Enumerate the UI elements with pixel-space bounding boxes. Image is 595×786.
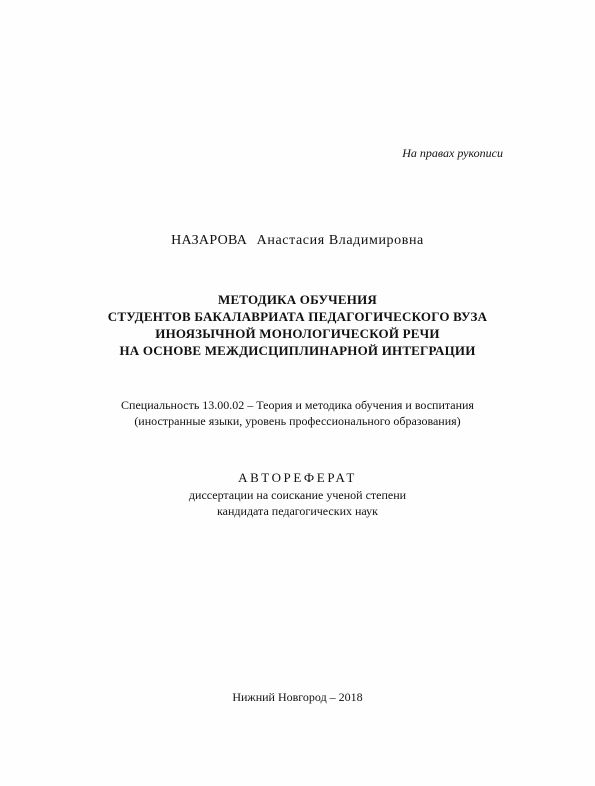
title-line: НА ОСНОВЕ МЕЖДИСЦИПЛИНАРНОЙ ИНТЕГРАЦИИ [119, 343, 476, 358]
title-line: ИНОЯЗЫЧНОЙ МОНОЛОГИЧЕСКОЙ РЕЧИ [155, 326, 440, 341]
abstract-line: кандидата педагогических наук [217, 504, 378, 518]
title-line: СТУДЕНТОВ БАКАЛАВРИАТА ПЕДАГОГИЧЕСКОГО ВУЗА [107, 309, 488, 324]
title-line: МЕТОДИКА ОБУЧЕНИЯ [217, 292, 378, 307]
author-surname: НАЗАРОВА [171, 233, 248, 248]
specialty-block [20, 397, 575, 429]
specialty-line: (иностранные языки, уровень профессионального образования) [134, 414, 461, 428]
dissertation-title [40, 291, 555, 359]
abstract-block [0, 470, 595, 519]
manuscript-stamp: На правах рукописи [402, 146, 503, 160]
abstract-heading: АВТОРЕФЕРАТ [238, 470, 357, 485]
author-given-names: Анастасия Владимировна [256, 233, 424, 248]
specialty-line: Специальность 13.00.02 – Теория и методика обучения и воспитания [121, 398, 474, 412]
author-name [0, 233, 595, 249]
abstract-line: диссертации на соискание ученой степени [188, 488, 407, 502]
place-year: Нижний Новгород – 2018 [232, 690, 363, 704]
